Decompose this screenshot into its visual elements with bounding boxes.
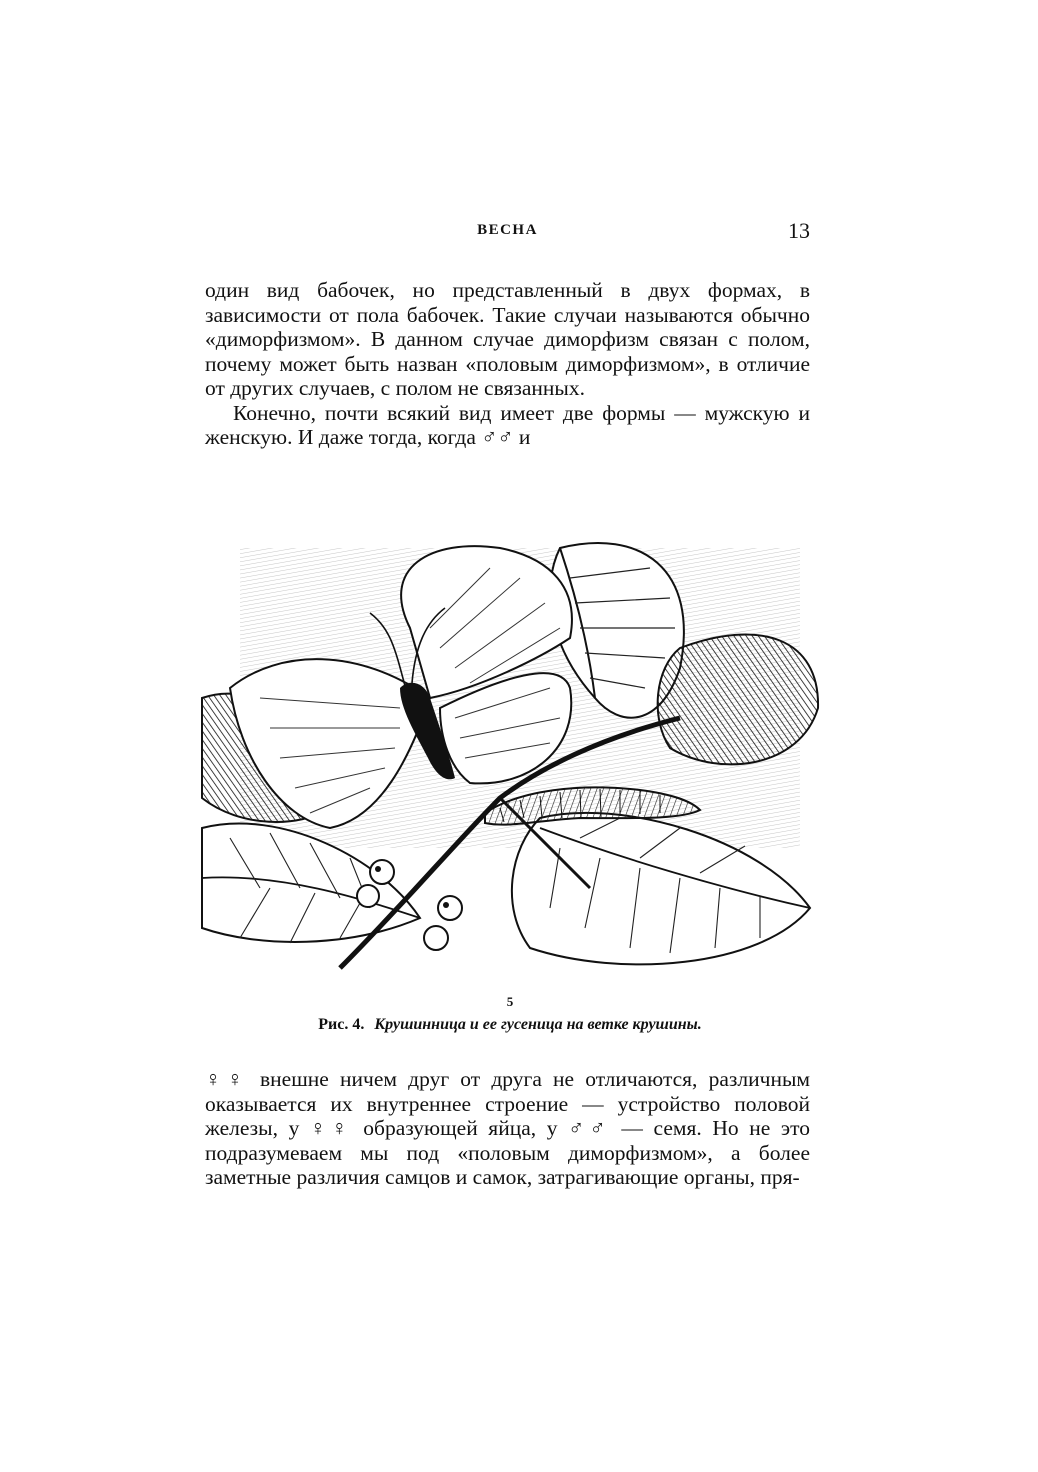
figure-caption	[200, 1016, 820, 1034]
bottom-text-block	[205, 1067, 810, 1190]
page-number: 13	[788, 218, 810, 243]
figure-marker: 5	[506, 994, 514, 1009]
top-text-block	[205, 278, 810, 450]
running-title: ВЕСНА	[477, 222, 538, 238]
leaf-right-dark	[658, 635, 818, 765]
figure-label: Рис. 4.	[318, 1016, 365, 1033]
paragraph-konechno: Конечно, почти всякий вид имеет две формы — мужскую и женскую. И даже тогда, когда ♂♂ и	[205, 400, 810, 449]
running-head	[205, 218, 810, 248]
butterfly-engraving-image	[200, 528, 820, 988]
figure-caption-text: Крушинница и ее гусеница на ветке крушины.	[374, 1016, 702, 1033]
paragraph-bottom: ♀♀ внешне ничем друг от друга не отличаются, различным оказывается их внутреннее строение — устройство половой железы, у ♀♀ образующей яйца, у ♂♂ — семя. Но не это подразумеваем мы под «половым диморфизмом», а более заметные различия самцов и самок, затрагивающие органы, пря-	[205, 1067, 810, 1189]
paragraph-continued: один вид бабочек, но представленный в двух формах, в зависимости от пола бабочек. Такие случаи называются обычно «диморфизмом». В данном случае диморфизм связан с полом, почему может быть назван «половым диморфизмом», в отличие от других случаев, с полом не связанных.	[205, 278, 810, 400]
figure-illustration	[200, 528, 820, 988]
